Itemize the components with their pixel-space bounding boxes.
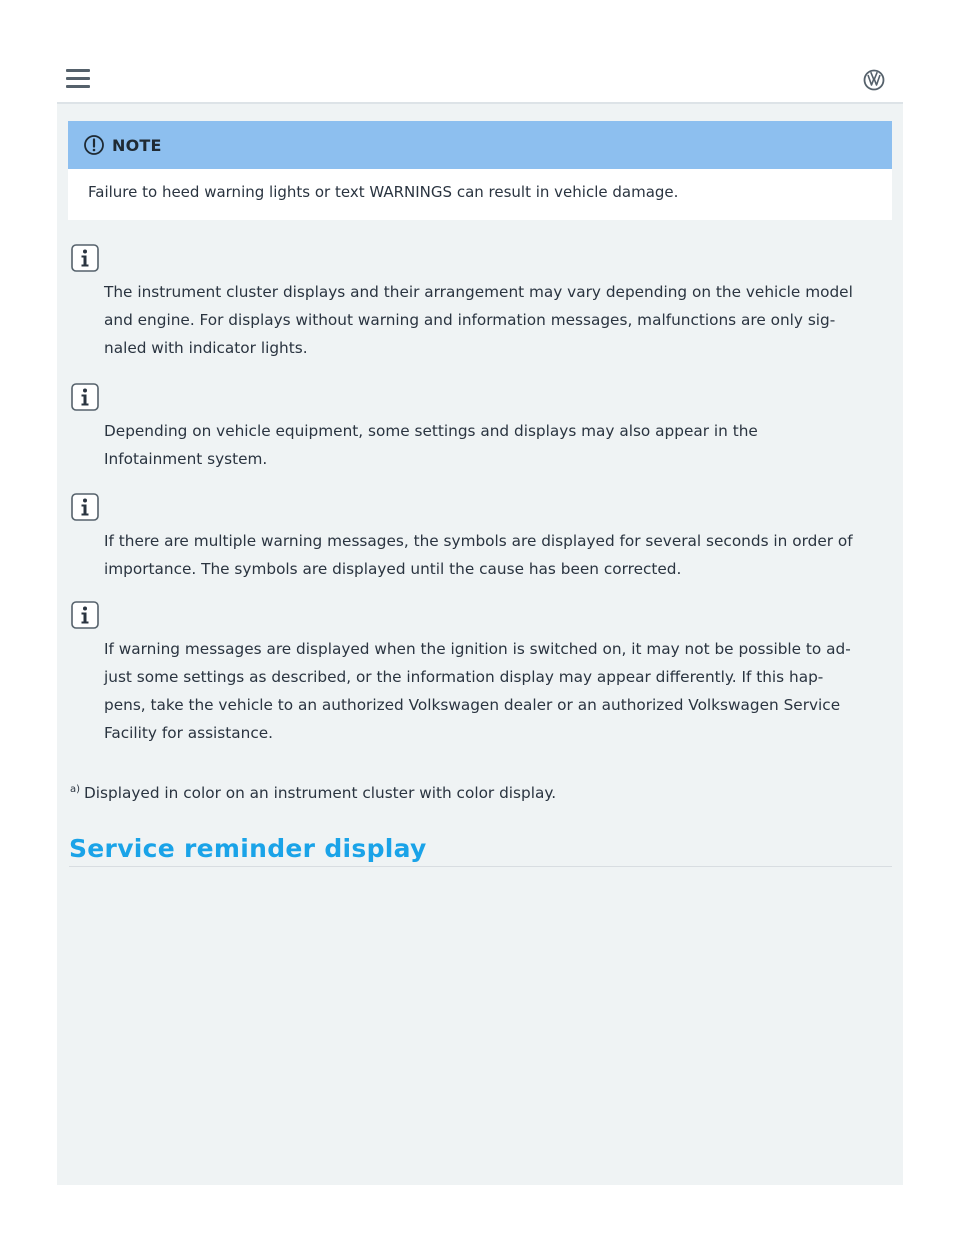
info-text bbox=[104, 527, 894, 583]
text-line: Depending on vehicle equipment, some settings and displays may also appear in the bbox=[104, 422, 758, 440]
footnote-text: Displayed in color on an instrument cluster with color display. bbox=[84, 784, 557, 803]
text-line: Facility for assistance. bbox=[104, 724, 274, 742]
note-title: NOTE bbox=[112, 135, 162, 155]
text-line: naled with indicator lights. bbox=[104, 339, 308, 357]
manual-content bbox=[57, 104, 903, 1185]
text-line: If there are multiple warning messages, the symbols are displayed for several seconds in order of bbox=[104, 532, 853, 550]
text-line: If warning messages are displayed when the ignition is switched on, it may not be possible to ad- bbox=[104, 640, 851, 658]
section-heading: Service reminder display bbox=[69, 834, 427, 863]
info-icon bbox=[71, 244, 99, 272]
info-text bbox=[104, 417, 894, 473]
exclamation-circle-icon bbox=[83, 134, 105, 156]
text-line: pens, take the vehicle to an authorized Volkswagen dealer or an authorized Volkswagen Service bbox=[104, 696, 841, 714]
text-line: and engine. For displays without warning and information messages, malfunctions are only sig- bbox=[104, 311, 836, 329]
note-box bbox=[68, 121, 892, 220]
note-text: Failure to heed warning lights or text WARNINGS can result in vehicle damage. bbox=[88, 183, 679, 201]
footnote bbox=[70, 784, 556, 802]
info-icon bbox=[71, 383, 99, 411]
info-text bbox=[104, 635, 894, 747]
text-line: importance. The symbols are displayed until the cause has been corrected. bbox=[104, 560, 682, 578]
info-icon bbox=[71, 493, 99, 521]
vw-logo-icon[interactable] bbox=[863, 69, 885, 91]
info-text bbox=[104, 278, 894, 362]
text-line: just some settings as described, or the information display may appear differently. If this hap- bbox=[104, 668, 824, 686]
note-header bbox=[68, 121, 892, 169]
info-icon bbox=[71, 601, 99, 629]
hamburger-menu-icon[interactable] bbox=[66, 69, 90, 89]
section-divider bbox=[69, 866, 892, 867]
text-line: The instrument cluster displays and their arrangement may vary depending on the vehicle model bbox=[104, 283, 853, 301]
top-bar bbox=[57, 57, 903, 104]
footnote-marker: a) bbox=[70, 784, 81, 795]
text-line: Infotainment system. bbox=[104, 450, 268, 468]
